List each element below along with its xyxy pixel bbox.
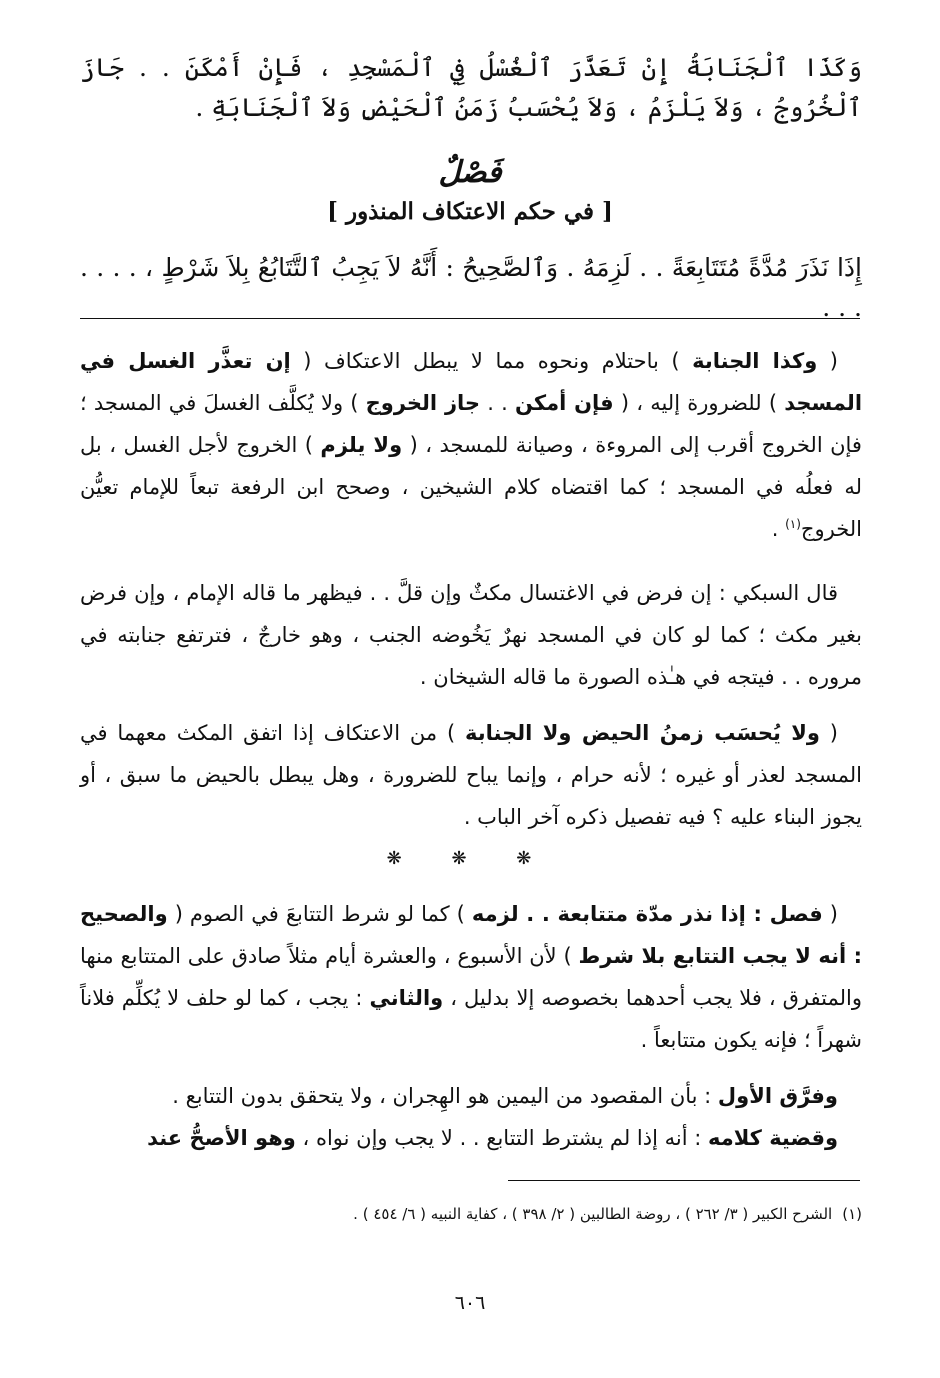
keyword: وقضية كلامه bbox=[707, 1126, 838, 1150]
sharh-paragraph-4: ( فصل : إذا نذر مدّة متتابعة . . لزمه ) كما لو شرط التتابعَ في الصوم ( والصحيح : أنه لا يجب التتابع بلا شرط ) لأن الأسبوع ، والعشرة أيام مثلاً صادق على المتتابع منها والمتفرق ، فلا يجب أحدهما بخصوصه إلا بدليل ، والثاني : يجب ، كما لو حلف لا يُكلِّم فلاناً شهراً ؛ فإنه يكون متتابعاً . bbox=[80, 902, 862, 1052]
sharh-paragraph-1: ( وكذا الجنابة ) باحتلام ونحوه مما لا يبطل الاعتكاف ( إن تعذَّر الغسل في المسجد ) للضرورة إليه ، ( فإن أمكن . . جاز الخروج ) ولا يُكلَّف الغسلَ في المسجد ؛ فإن الخروج أقرب إلى المروءة ، وصيانة للمسجد ، ( ولا يلزم ) الخروج لأجل الغسل ، بل له فعلُه في المسجد ؛ كما اقتضاه كلام الشيخين ، وصحح ابن الرفعة تبعاً للإمام تعيُّن الخروج$^{(١)}$ . bbox=[80, 349, 863, 541]
matn-paragraph: وَكَذَا ٱلْجَنَابَةُ إِنْ تَعَذَّرَ ٱلْغُسْلُ فِي ٱلْمَسْجِدِ ، فَإِنْ أَمْكَنَ . . جَازَ ٱلْخُرُوجُ ، وَلاَ يَلْزَمُ ، وَلاَ يُحْسَبُ زَمَنُ ٱلْحَيْضِ وَلاَ ٱلْجَنَابَةِ . bbox=[80, 53, 862, 122]
quoted-matn: جاز الخروج bbox=[365, 391, 481, 415]
quoted-matn: إن تعذَّر الغسل في المسجد bbox=[80, 349, 863, 415]
sharh-paragraph-5: وفرَّق الأول : بأن المقصود من اليمين هو الهِجران ، ولا يتحقق بدون التتابع . وقضية كلامه : أنه إذا لم يشترط التتابع . . لا يجب وإن نواه ، وهو الأصحُّ عند bbox=[147, 1084, 838, 1150]
page-number: ٦٠٦ bbox=[454, 1292, 486, 1314]
section-title: [ في حكم الاعتكاف المنذور ] bbox=[327, 198, 613, 225]
quoted-matn: والصحيح : أنه لا يجب التتابع بلا شرط bbox=[80, 902, 862, 968]
keyword: وهو الأصحُّ عند bbox=[147, 1126, 296, 1150]
quoted-matn: فإن أمكن bbox=[514, 391, 614, 415]
keyword: والثاني bbox=[369, 986, 444, 1010]
keyword: وفرَّق الأول bbox=[717, 1084, 838, 1108]
quoted-matn: وكذا الجنابة bbox=[692, 349, 818, 373]
footnote-ref[interactable]: (١) bbox=[785, 517, 801, 531]
footnote-number: (١) bbox=[842, 1205, 862, 1223]
sharh-paragraph-2: قال السبكي : إن فرض في الاغتسال مكثٌ وإن قلَّ . . فيظهر ما قاله الإمام ، وإن فرض بغير مكث ؛ كما لو كان في المسجد نهرٌ يَخُوضه الجنب ، وهو خارجٌ ، فترتفع جنابته في مروره . . فيتجه في هـٰذه الصورة ما قاله الشيخان . bbox=[80, 581, 862, 689]
section-heading-fasl: فَصْلٌ bbox=[438, 155, 502, 190]
footnote-divider bbox=[508, 1180, 860, 1181]
sharh-paragraph-3: ( ولا يُحسَب زمنُ الحيض ولا الجنابة ) من الاعتكاف إذا اتفق المكث معهما في المسجد لعذر أو غيره ؛ لأنه حرام ، وإنما يباح للضرورة ، وهل يبطل بالحيض ما سبق ، أو يجوز البناء عليه ؟ فيه تفصيل ذكره آخر الباب . bbox=[80, 721, 862, 829]
matn-fasl-paragraph: إِذَا نَذَرَ مُدَّةً مُتَتَابِعَةً . . لَزِمَهُ . وَٱلصَّحِيحُ : أَنَّهُ لاَ يَجِبُ ٱلتَّتَابُعُ بِلاَ شَرْطٍ ، . . . . . . . bbox=[80, 253, 862, 322]
footnote bbox=[80, 1200, 862, 1228]
quoted-matn: ولا يُحسَب زمنُ الحيض ولا الجنابة bbox=[464, 721, 820, 745]
footnote-text: الشرح الكبير ( ٣/ ٢٦٢ ) ، روضة الطالبين ( ٢/ ٣٩٨ ) ، كفاية النبيه ( ٦/ ٤٥٤ ) . bbox=[353, 1205, 833, 1223]
quoted-matn: ولا يلزم bbox=[320, 433, 403, 457]
section-separator-stars: ❋ ❋ ❋ bbox=[386, 848, 554, 869]
quoted-matn: فصل : إذا نذر مدّة متتابعة . . لزمه bbox=[471, 902, 823, 926]
matn-sharh-divider bbox=[80, 318, 860, 319]
